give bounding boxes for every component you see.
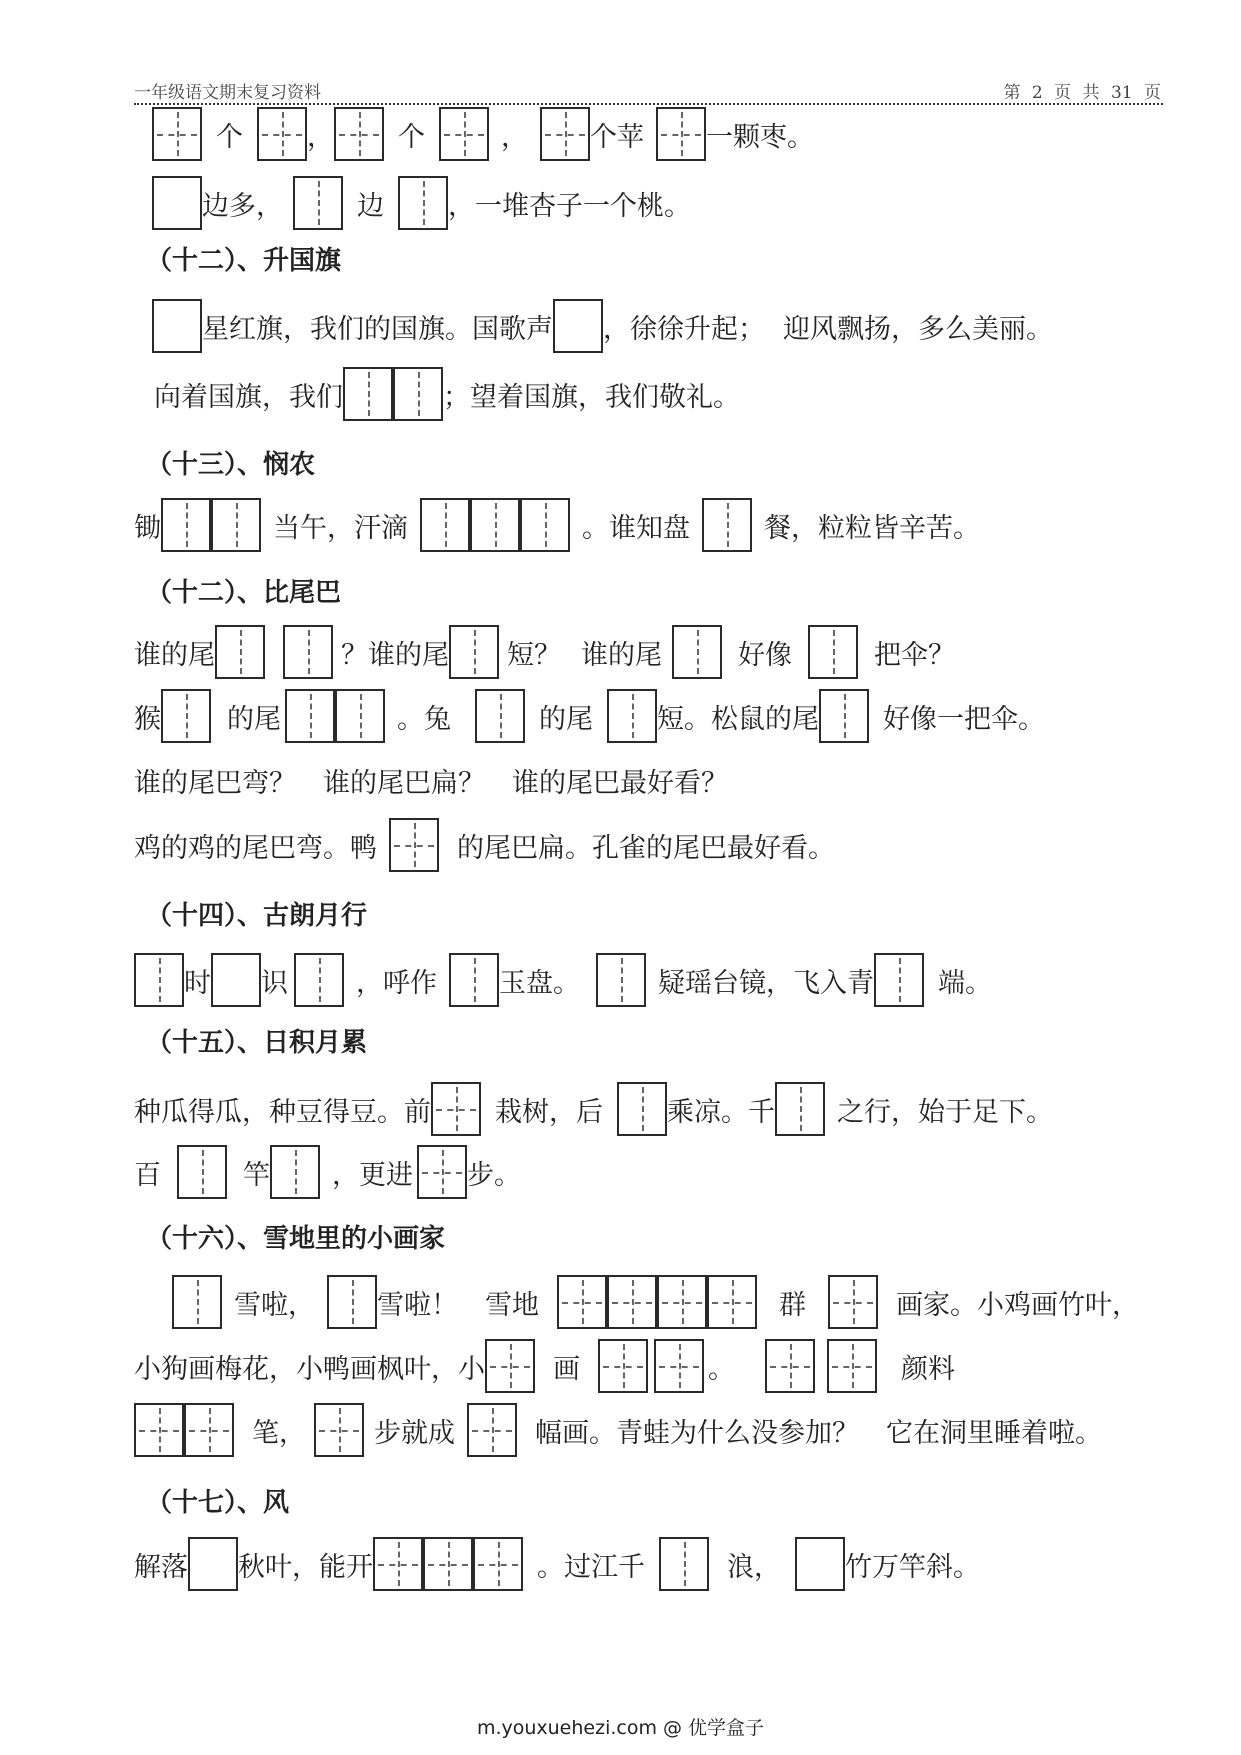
writing-box[interactable]: [161, 498, 211, 552]
section-heading: （十三）、悯农: [146, 449, 316, 480]
writing-box[interactable]: [557, 1275, 607, 1329]
exercise-text: 。兔: [397, 703, 451, 735]
writing-box[interactable]: [439, 107, 489, 161]
writing-box[interactable]: [827, 1339, 877, 1393]
writing-box[interactable]: [423, 1537, 473, 1591]
header-divider: [134, 103, 1163, 105]
exercise-text: 画家。小鸡画竹叶，: [896, 1289, 1139, 1321]
exercise-text: 谁的尾: [581, 639, 662, 671]
exercise-line: [0, 624, 955, 680]
exercise-text: 个: [398, 121, 425, 153]
writing-box[interactable]: [314, 1403, 364, 1457]
exercise-text: 的尾巴扁。孔雀的尾巴最好看。: [457, 832, 835, 864]
writing-box[interactable]: [553, 299, 603, 353]
exercise-text: 小狗画梅花，小鸭画枫叶，小: [134, 1353, 485, 1385]
writing-box[interactable]: [285, 689, 335, 743]
exercise-text: 颜料: [901, 1353, 955, 1385]
exercise-text: 之行，始于足下。: [837, 1096, 1053, 1128]
exercise-text: ，呼作: [356, 967, 437, 999]
exercise-text: 浪，: [727, 1551, 781, 1583]
writing-box[interactable]: [215, 625, 265, 679]
writing-box[interactable]: [607, 1275, 657, 1329]
exercise-line: [0, 752, 728, 808]
writing-box[interactable]: [470, 498, 520, 552]
exercise-text: 当午，汗滴: [273, 512, 408, 544]
exercise-line: [0, 952, 992, 1008]
exercise-text: ；望着国旗，我们敬礼。: [443, 381, 740, 413]
exercise-line: [0, 175, 691, 231]
exercise-text: 端。: [938, 967, 992, 999]
writing-box[interactable]: [161, 689, 211, 743]
exercise-text: 步。: [467, 1159, 521, 1191]
exercise-text: 百: [134, 1159, 161, 1191]
writing-box[interactable]: [485, 1339, 535, 1393]
writing-box[interactable]: [702, 498, 752, 552]
exercise-text: 锄: [134, 512, 161, 544]
exercise-line: [0, 497, 980, 553]
writing-box[interactable]: [596, 953, 646, 1007]
writing-box[interactable]: [656, 107, 706, 161]
writing-box[interactable]: [211, 953, 261, 1007]
writing-box[interactable]: [152, 299, 202, 353]
exercise-text: 幅画。青蛙为什么没参加？ 它在洞里睡着啦。: [535, 1417, 1102, 1449]
exercise-text: 笔，: [252, 1417, 306, 1449]
exercise-text: 群: [779, 1289, 806, 1321]
writing-box[interactable]: [607, 689, 657, 743]
exercise-text: 个苹: [590, 121, 644, 153]
section-heading: （十五）、日积月累: [146, 1027, 368, 1058]
writing-box[interactable]: [152, 176, 202, 230]
exercise-text: ，: [501, 121, 528, 153]
exercise-line: [0, 1144, 521, 1200]
document-title: 一年级语文期末复习资料: [134, 83, 321, 103]
exercise-text: 。: [708, 1353, 735, 1385]
writing-box[interactable]: [707, 1275, 757, 1329]
exercise-line: [0, 1338, 955, 1394]
writing-box[interactable]: [467, 1403, 517, 1457]
writing-box[interactable]: [188, 1537, 238, 1591]
writing-box[interactable]: [334, 107, 384, 161]
writing-box[interactable]: [417, 1145, 467, 1199]
exercise-text: 个: [216, 121, 243, 153]
writing-box[interactable]: [343, 367, 393, 421]
writing-box[interactable]: [373, 1537, 423, 1591]
writing-box[interactable]: [475, 689, 525, 743]
exercise-line: [0, 1081, 1053, 1137]
writing-box[interactable]: [389, 818, 439, 872]
exercise-text: 。过江千: [537, 1551, 645, 1583]
writing-box[interactable]: [257, 107, 307, 161]
exercise-line: [0, 817, 835, 873]
writing-box[interactable]: [473, 1537, 523, 1591]
exercise-text: 一颗枣。: [706, 121, 814, 153]
writing-box[interactable]: [775, 1082, 825, 1136]
exercise-text: 时: [184, 967, 211, 999]
exercise-text: 谁的尾巴弯？ 谁的尾巴扁？ 谁的尾巴最好看？: [134, 767, 728, 799]
writing-box[interactable]: [177, 1145, 227, 1199]
section-heading: （十四）、古朗月行: [146, 900, 368, 931]
exercise-text: ，一堆杏子一个桃。: [448, 190, 691, 222]
writing-box[interactable]: [808, 625, 858, 679]
exercise-text: 好像一把伞。: [883, 703, 1045, 735]
section-heading: （十七）、风: [146, 1487, 290, 1518]
writing-box[interactable]: [172, 1275, 222, 1329]
page-number: 第 2 页 共 31 页: [1003, 83, 1161, 103]
exercise-text: 竹万竿斜。: [845, 1551, 980, 1583]
exercise-text: 向着国旗，我们: [154, 381, 343, 413]
exercise-text: 猴: [134, 703, 161, 735]
exercise-line: [0, 298, 1053, 354]
writing-box[interactable]: [393, 367, 443, 421]
writing-box[interactable]: [283, 625, 333, 679]
exercise-text: 栽树，后: [495, 1096, 603, 1128]
exercise-text: 的尾: [227, 703, 281, 735]
exercise-text: 的尾: [539, 703, 593, 735]
writing-box[interactable]: [598, 1339, 648, 1393]
exercise-text: 玉盘。: [499, 967, 580, 999]
writing-box[interactable]: [211, 498, 261, 552]
exercise-line: [0, 366, 740, 422]
exercise-text: 谁的尾: [134, 639, 215, 671]
writing-box[interactable]: [293, 176, 343, 230]
exercise-text: ，更进: [332, 1159, 413, 1191]
exercise-text: 边多，: [202, 190, 283, 222]
exercise-text: 疑瑶台镜，飞入青: [658, 967, 874, 999]
exercise-line: [0, 1274, 1139, 1330]
exercise-text: 好像: [738, 639, 792, 671]
writing-box[interactable]: [134, 953, 184, 1007]
footer-watermark: m.youxuehezi.com @ 优学盒子: [476, 1717, 765, 1739]
writing-box[interactable]: [294, 953, 344, 1007]
writing-box[interactable]: [184, 1403, 234, 1457]
writing-box[interactable]: [765, 1339, 815, 1393]
writing-box[interactable]: [270, 1145, 320, 1199]
exercise-text: 短？: [507, 639, 561, 671]
section-heading: （十二）、升国旗: [146, 245, 342, 276]
exercise-text: 。谁知盘: [582, 512, 690, 544]
writing-box[interactable]: [398, 176, 448, 230]
exercise-text: 雪啦，: [234, 1289, 315, 1321]
exercise-text: 鸡的鸡的尾巴弯。鸭: [134, 832, 377, 864]
writing-box[interactable]: [431, 1082, 481, 1136]
exercise-text: 乘凉。千: [667, 1096, 775, 1128]
exercise-line: [0, 1402, 1102, 1458]
section-heading: （十二）、比尾巴: [146, 577, 342, 608]
exercise-text: ，: [307, 121, 334, 153]
exercise-text: 把伞？: [874, 639, 955, 671]
exercise-line: [0, 1536, 980, 1592]
exercise-text: 短。松鼠的尾: [657, 703, 819, 735]
exercise-text: 边: [357, 190, 384, 222]
exercise-text: 餐，粒粒皆辛苦。: [764, 512, 980, 544]
exercise-text: 画: [553, 1353, 580, 1385]
exercise-text: 雪啦！ 雪地: [377, 1289, 539, 1321]
exercise-text: 步就成: [374, 1417, 455, 1449]
exercise-text: ？谁的尾: [341, 639, 449, 671]
exercise-text: 星红旗，我们的国旗。国歌声: [202, 313, 553, 345]
writing-box[interactable]: [420, 498, 470, 552]
writing-box[interactable]: [617, 1082, 667, 1136]
exercise-text: 秋叶，能开: [238, 1551, 373, 1583]
exercise-text: 种瓜得瓜，种豆得豆。前: [134, 1096, 431, 1128]
exercise-text: 解落: [134, 1551, 188, 1583]
exercise-line: [0, 688, 1045, 744]
exercise-line: [0, 106, 814, 162]
writing-box[interactable]: [874, 953, 924, 1007]
writing-box[interactable]: [672, 625, 722, 679]
writing-box[interactable]: [152, 107, 202, 161]
writing-box[interactable]: [449, 953, 499, 1007]
exercise-text: 迎风飘扬，多么美丽。: [783, 313, 1053, 345]
section-heading: （十六）、雪地里的小画家: [146, 1223, 446, 1254]
writing-box[interactable]: [327, 1275, 377, 1329]
writing-box[interactable]: [335, 689, 385, 743]
writing-box[interactable]: [449, 625, 499, 679]
writing-box[interactable]: [657, 1275, 707, 1329]
writing-box[interactable]: [654, 1339, 704, 1393]
exercise-text: ，徐徐升起；: [603, 313, 765, 345]
writing-box[interactable]: [659, 1537, 709, 1591]
writing-box[interactable]: [795, 1537, 845, 1591]
writing-box[interactable]: [134, 1403, 184, 1457]
writing-box[interactable]: [540, 107, 590, 161]
exercise-text: 竿: [243, 1159, 270, 1191]
writing-box[interactable]: [819, 689, 869, 743]
writing-box[interactable]: [828, 1275, 878, 1329]
writing-box[interactable]: [520, 498, 570, 552]
exercise-text: 识: [261, 967, 288, 999]
